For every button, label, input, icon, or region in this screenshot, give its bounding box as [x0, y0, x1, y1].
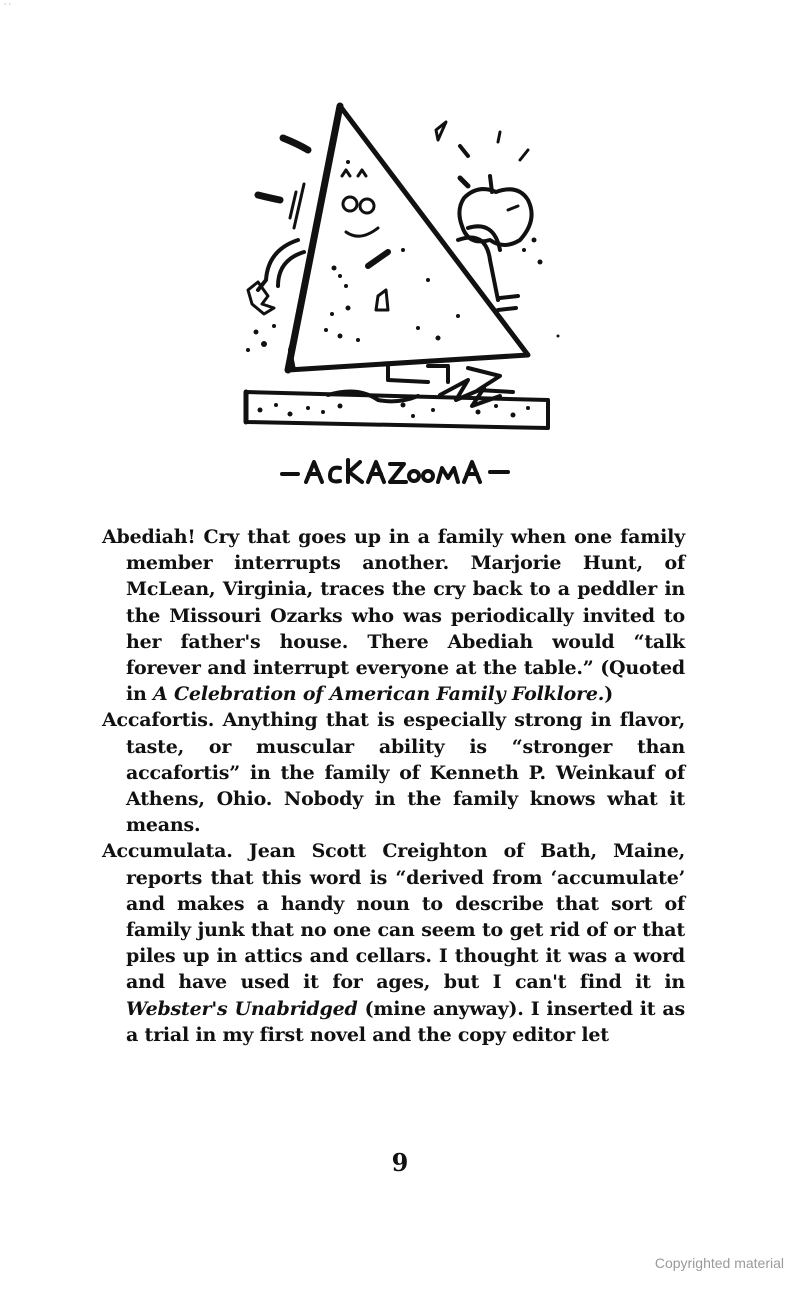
entry-abediah [102, 524, 685, 707]
headword: Accafortis. [102, 709, 215, 732]
copyright-notice: Copyrighted material [654, 1255, 784, 1271]
book-title: Webster's Unabridged [126, 997, 358, 1020]
headword: Accumulata. [102, 840, 233, 863]
dictionary-entries [102, 524, 685, 1048]
entry-text-end: (mine anyway). I inserted it as a trial in my first novel and the copy editor let [126, 997, 685, 1046]
entry-text: Jean Scott Creighton of Bath, Maine, reports that this word is “derived from ‘accumulate’ and makes a handy noun to describe that sort of family junk that no one can seem to get rid of or that piles up in attics and cellars. I thought it was a word and have used it for ages, but I can't find it in [126, 840, 685, 994]
entry-accumulata [102, 838, 685, 1048]
dancing-pyramid-illustration [228, 100, 573, 450]
entry-accafortis [102, 707, 685, 838]
page-number: 9 [391, 1148, 409, 1177]
entry-text-end: ) [604, 683, 614, 706]
headword: Abediah! [102, 526, 196, 548]
entry-text: Anything that is especially strong in flavor, taste, or muscular ability is “stronger than accafortis” in the family of Kenneth P. Weinkauf of Athens, Ohio. Nobody in the family knows what it means. [126, 709, 685, 837]
corner-mark: ' ' [4, 2, 11, 11]
illustration-caption [270, 452, 530, 492]
entry-text: Cry that goes up in a family when one family member interrupts another. Marjorie Hunt, of McLean, Virginia, traces the cry back to a peddler in the Missouri Ozarks who was periodically invited to her father's house. There Abediah would “talk forever and interrupt everyone at the table.” (Quoted in [126, 526, 685, 706]
book-title: A Celebration of American Family Folklore. [153, 683, 605, 706]
